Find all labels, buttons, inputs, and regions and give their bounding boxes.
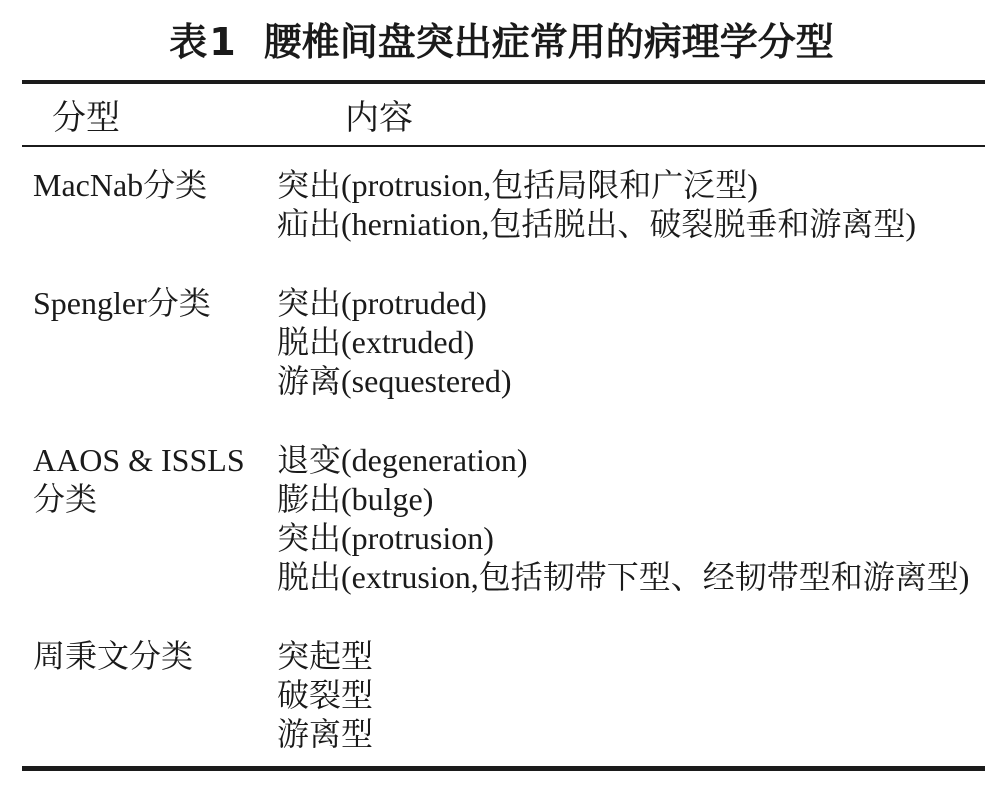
table-caption	[0, 0, 1003, 65]
classification-item: 膨出(bulge)	[277, 481, 434, 517]
column-header-content: 内容	[345, 100, 413, 137]
table-body	[22, 147, 985, 766]
classification-items	[277, 284, 985, 401]
classification-item: 游离型	[277, 716, 374, 752]
table-row-spengler	[33, 284, 985, 401]
classification-name: AAOS & ISSLS 分类	[33, 442, 245, 517]
table-row-aaos-issls	[33, 441, 985, 597]
table-number: 表1	[169, 20, 238, 64]
classification-name: 周秉文分类	[33, 638, 194, 674]
classification-item: 脱出(extrusion,包括韧带下型、经韧带型和游离型)	[277, 559, 970, 595]
classification-item: 脱出(extruded)	[277, 324, 475, 360]
column-header-classification: 分型	[52, 100, 120, 137]
classification-item: 突出(protruded)	[277, 285, 487, 321]
classification-item: 游离(sequestered)	[277, 363, 512, 399]
classification-item: 突出(protrusion,包括局限和广泛型)	[277, 167, 758, 203]
classification-name: Spengler分类	[33, 285, 211, 321]
table-row-macnab	[33, 166, 985, 244]
table-title-text: 腰椎间盘突出症常用的病理学分型	[263, 22, 834, 64]
table-header-row	[22, 84, 985, 147]
classification-item: 破裂型	[277, 677, 374, 713]
classification-items	[277, 166, 985, 244]
classification-item: 突起型	[277, 638, 374, 674]
classification-items	[277, 637, 985, 754]
classification-items	[277, 441, 985, 597]
classification-table	[22, 80, 985, 771]
table-row-zhoubingwen	[33, 637, 985, 754]
classification-name: MacNab分类	[33, 167, 208, 203]
classification-item: 疝出(herniation,包括脱出、破裂脱垂和游离型)	[277, 206, 917, 242]
classification-item: 退变(degeneration)	[277, 442, 528, 478]
classification-item: 突出(protrusion)	[277, 520, 494, 556]
